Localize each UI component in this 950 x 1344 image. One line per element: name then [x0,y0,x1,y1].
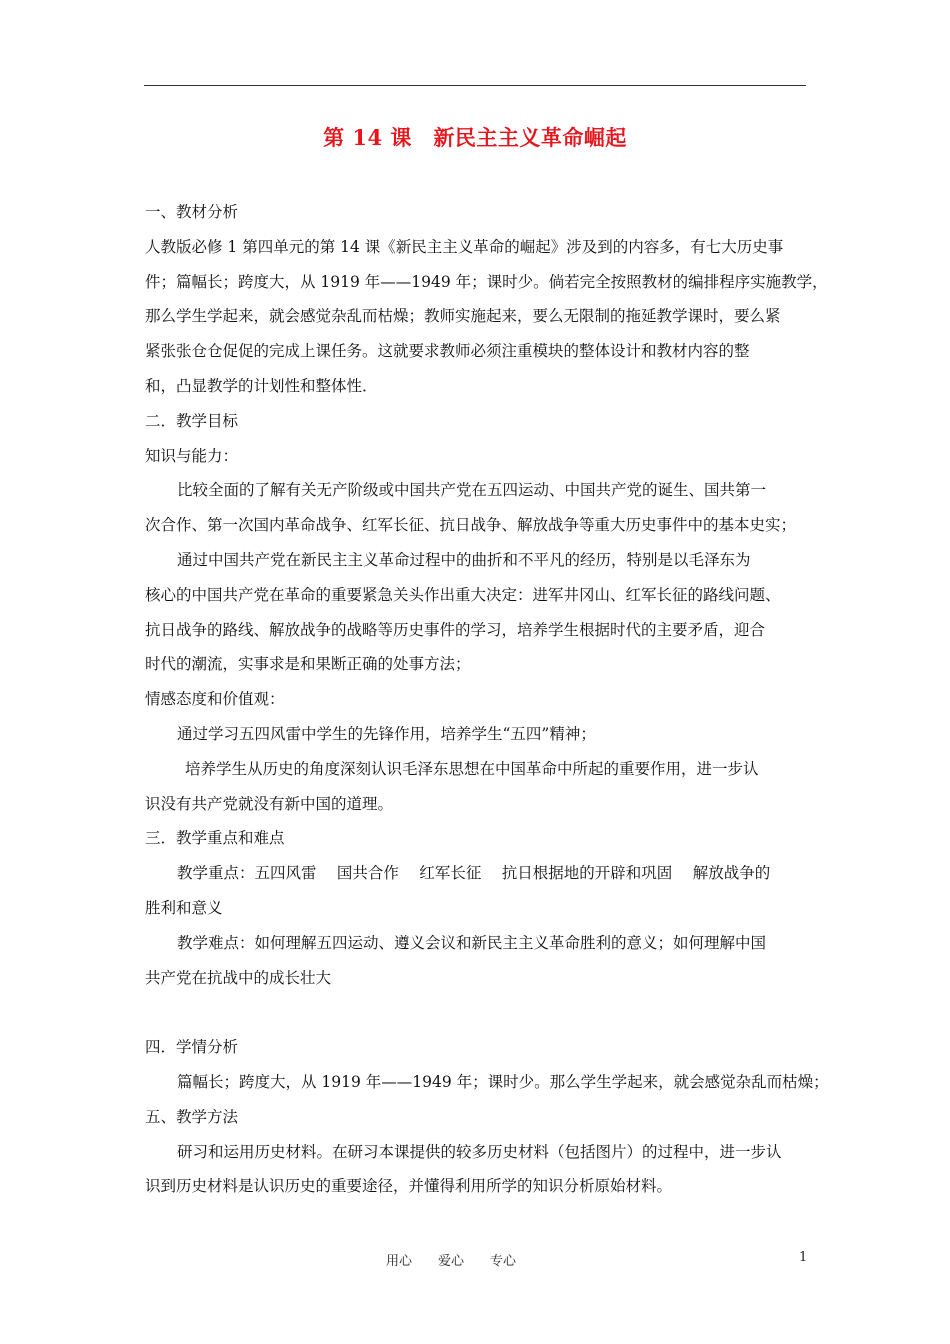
lesson-title: 第 14 课 新民主主义革命崛起 [323,125,627,150]
paragraph-line: 紧张张仓仓促促的完成上课任务。这就要求教师必须注重模块的整体设计和教材内容的整 [145,342,750,361]
paragraph-line: 人教版必修 1 第四单元的第 14 课《新民主主义革命的崛起》涉及到的内容多，有七大历史事 [145,237,784,256]
paragraph-line: 抗日战争的路线、解放战争的战略等历史事件的学习，培养学生根据时代的主要矛盾，迎合 [145,620,766,639]
footer-motto: 用心 爱心 专心 [386,1254,517,1269]
paragraph-line: 通过中国共产党在新民主主义革命过程中的曲折和不平凡的经历，特别是以毛泽东为 [177,550,751,569]
header-rule [144,85,806,86]
page-number: 1 [799,1250,808,1265]
paragraph-line: 识到历史材料是认识历史的重要途径，并懂得利用所学的知识分析原始材料。 [145,1177,673,1196]
section-heading: 二．教学目标 [145,411,239,430]
paragraph-line: 次合作、第一次国内革命战争、红军长征、抗日战争、解放战争等重大历史事件中的基本史实； [145,516,797,535]
paragraph-line: 胜利和意义 [145,898,223,917]
document-body [145,195,829,1204]
section-heading: 五、教学方法 [145,1107,239,1126]
paragraph-line: 共产党在抗战中的成长壮大 [145,968,332,987]
paragraph-line: 培养学生从历史的角度深刻认识毛泽东思想在中国革命中所起的重要作用，进一步认 [185,759,759,778]
paragraph-line: 通过学习五四风雷中学生的先锋作用，培养学生“五四”精神； [177,724,596,743]
section-heading: 三．教学重点和难点 [145,829,285,848]
blank-line [145,995,813,1030]
paragraph-line: 时代的潮流，实事求是和果断正确的处事方法； [145,655,471,674]
section-heading: 一、教材分析 [145,203,239,221]
paragraph-line: 研习和运用历史材料。在研习本课提供的较多历史材料（包括图片）的过程中，进一步认 [177,1142,782,1161]
paragraph-line: 核心的中国共产党在革命的重要紧急关头作出重大决定：进军井冈山、红军长征的路线问题、 [145,585,781,604]
paragraph-line: 篇幅长；跨度大，从 1919 年——1949 年；课时少。那么学生学起来，就会感觉杂乱而枯燥； [177,1072,829,1091]
paragraph-line: 比较全面的了解有关无产阶级或中国共产党在五四运动、中国共产党的诞生、国共第一 [177,481,767,500]
subheading: 知识与能力： [145,446,239,465]
paragraph-line: 那么学生学起来，就会感觉杂乱而枯燥；教师实施起来，要么无限制的拖延教学课时，要么紧 [145,307,781,326]
paragraph-line: 件；篇幅长；跨度大，从 1919 年——1949 年；课时少。倘若完全按照教材的编排程序实施教学， [145,272,828,291]
paragraph-line: 和，凸显教学的计划性和整体性． [145,376,378,395]
section-heading: 四．学情分析 [145,1038,239,1057]
subheading: 情感态度和价值观： [145,690,285,709]
paragraph-line: 教学难点：如何理解五四运动、遵义会议和新民主主义革命胜利的意义；如何理解中国 [177,933,767,952]
paragraph-line: 识没有共产党就没有新中国的道理。 [145,794,394,813]
paragraph-line: 教学重点：五四风雷 国共合作 红军长征 抗日根据地的开辟和巩固 解放战争的 [177,864,771,883]
